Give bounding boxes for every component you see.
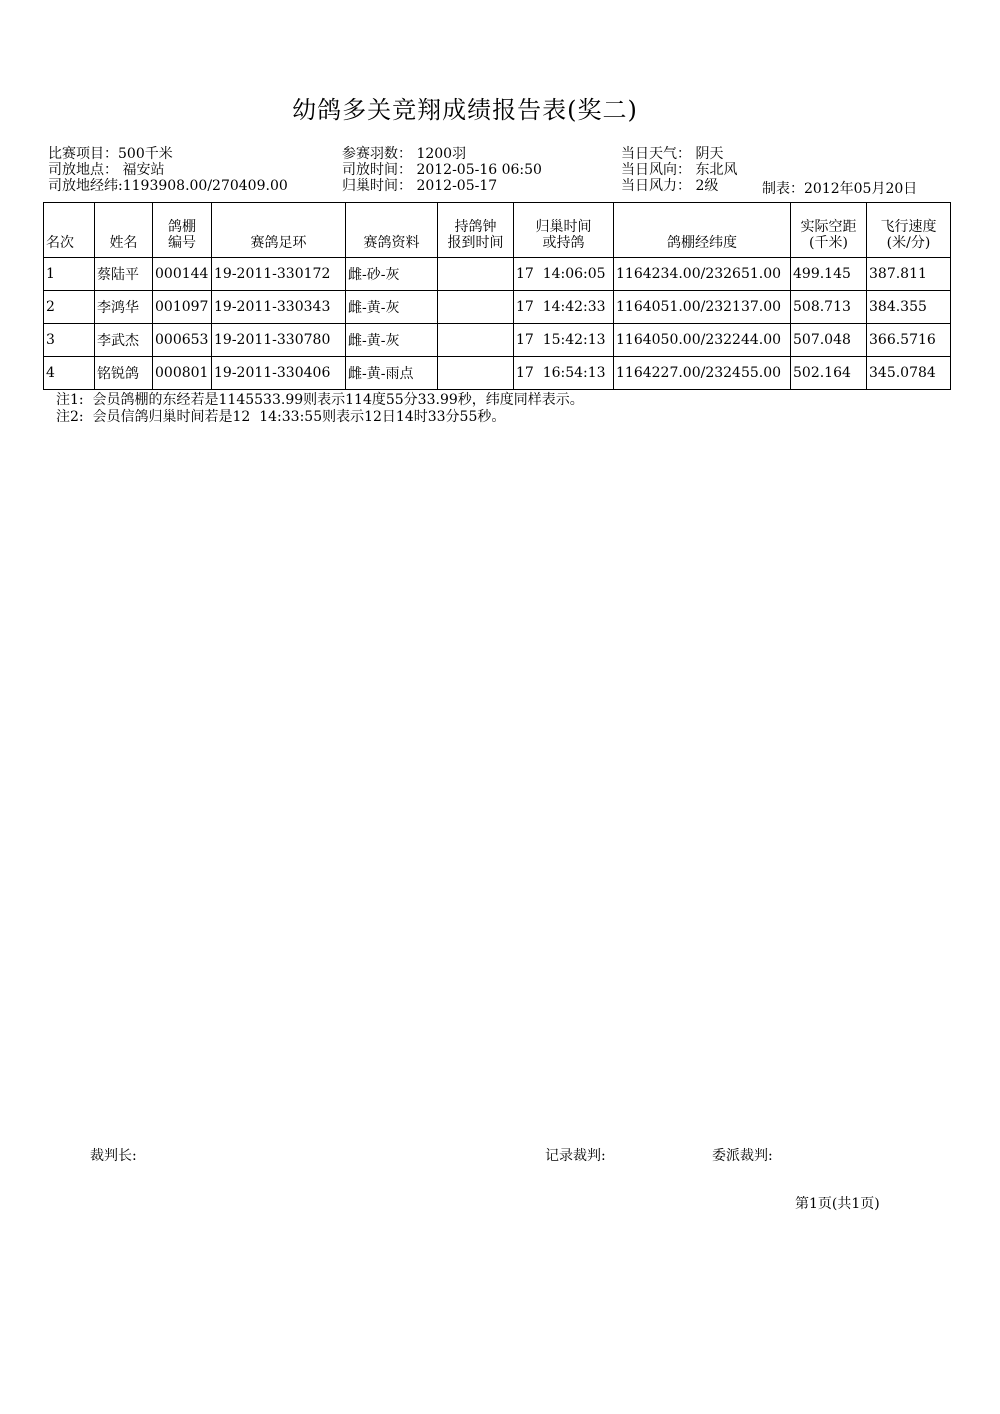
cell-info: 雌-黄-灰: [346, 324, 438, 357]
cell-speed: 384.355: [867, 291, 951, 324]
header-clock-time: 持鸽钟 报到时间: [438, 203, 514, 258]
results-table: [43, 202, 951, 390]
header-coords: 鸽棚经纬度: [614, 203, 791, 258]
cell-rank: 1: [44, 258, 95, 291]
cell-distance: 499.145: [791, 258, 867, 291]
cell-loft-no: 000144: [153, 258, 212, 291]
page-number: 第1页(共1页): [795, 1196, 880, 1212]
report-title: 幼鸽多关竞翔成绩报告表(奖二): [292, 96, 638, 124]
note-2: 注2: 会员信鸽归巢时间若是12 14:33:55则表示12日14时33分55秒。: [56, 409, 506, 425]
header-arrival: 归巢时间 或持鸽: [514, 203, 614, 258]
cell-arrival: 17 14:42:33: [514, 291, 614, 324]
header-name: 姓名: [95, 203, 153, 258]
cell-rank: 2: [44, 291, 95, 324]
cell-ring: 19-2011-330172: [212, 258, 346, 291]
signature-appointed-referee: 委派裁判:: [712, 1148, 773, 1164]
signature-recording-referee: 记录裁判:: [545, 1148, 606, 1164]
cell-rank: 3: [44, 324, 95, 357]
cell-speed: 345.0784: [867, 357, 951, 390]
cell-arrival: 17 15:42:13: [514, 324, 614, 357]
race-item: 比赛项目：500千米: [48, 146, 173, 162]
meta-column-3: [621, 146, 737, 194]
note-1: 注1: 会员鸽棚的东经若是1145533.99则表示114度55分33.99秒，纬度同样表示。: [56, 392, 584, 408]
cell-info: 雌-黄-雨点: [346, 357, 438, 390]
cell-coords: 1164234.00/232651.00: [614, 258, 791, 291]
cell-coords: 1164051.00/232137.00: [614, 291, 791, 324]
cell-clock-time: [438, 291, 514, 324]
cell-coords: 1164050.00/232244.00: [614, 324, 791, 357]
meta-column-1: [48, 146, 288, 194]
signature-chief-referee: 裁判长:: [90, 1148, 137, 1164]
cell-clock-time: [438, 258, 514, 291]
cell-loft-no: 001097: [153, 291, 212, 324]
header-loft-no: 鸽棚 编号: [153, 203, 212, 258]
table-row: [44, 291, 951, 324]
header-speed: 飞行速度 (米/分): [867, 203, 951, 258]
cell-loft-no: 000653: [153, 324, 212, 357]
wind-direction: 当日风向： 东北风: [621, 162, 738, 178]
table-row: [44, 258, 951, 291]
cell-name: 蔡陆平: [95, 258, 153, 291]
header-distance: 实际空距 (千米): [791, 203, 867, 258]
cell-coords: 1164227.00/232455.00: [614, 357, 791, 390]
cell-rank: 4: [44, 357, 95, 390]
cell-name: 李武杰: [95, 324, 153, 357]
cell-arrival: 17 16:54:13: [514, 357, 614, 390]
cell-speed: 387.811: [867, 258, 951, 291]
cell-ring: 19-2011-330780: [212, 324, 346, 357]
cell-loft-no: 000801: [153, 357, 212, 390]
cell-clock-time: [438, 357, 514, 390]
cell-name: 李鸿华: [95, 291, 153, 324]
header-ring: 赛鸽足环: [212, 203, 346, 258]
entry-count: 参赛羽数： 1200羽: [342, 146, 467, 162]
table-header-row: [44, 203, 951, 258]
cell-distance: 502.164: [791, 357, 867, 390]
table-row: [44, 324, 951, 357]
release-site: 司放地点： 福安站: [48, 162, 165, 178]
cell-info: 雌-黄-灰: [346, 291, 438, 324]
cell-speed: 366.5716: [867, 324, 951, 357]
made-by-date: 制表：2012年05月20日: [762, 181, 918, 197]
return-date: 归巢时间： 2012-05-17: [342, 178, 498, 194]
cell-ring: 19-2011-330343: [212, 291, 346, 324]
table-row: [44, 357, 951, 390]
cell-distance: 508.713: [791, 291, 867, 324]
release-time: 司放时间： 2012-05-16 06:50: [342, 162, 542, 178]
weather: 当日天气： 阴天: [621, 146, 724, 162]
cell-ring: 19-2011-330406: [212, 357, 346, 390]
cell-info: 雌-砂-灰: [346, 258, 438, 291]
cell-name: 铭锐鸽: [95, 357, 153, 390]
header-info: 赛鸽资料: [346, 203, 438, 258]
cell-clock-time: [438, 324, 514, 357]
header-rank: 名次: [44, 203, 95, 258]
release-coordinates: 司放地经纬:1193908.00/270409.00: [48, 178, 288, 194]
wind-force: 当日风力： 2级: [621, 178, 719, 194]
meta-column-2: [342, 146, 542, 194]
cell-distance: 507.048: [791, 324, 867, 357]
cell-arrival: 17 14:06:05: [514, 258, 614, 291]
notes: [56, 392, 584, 426]
